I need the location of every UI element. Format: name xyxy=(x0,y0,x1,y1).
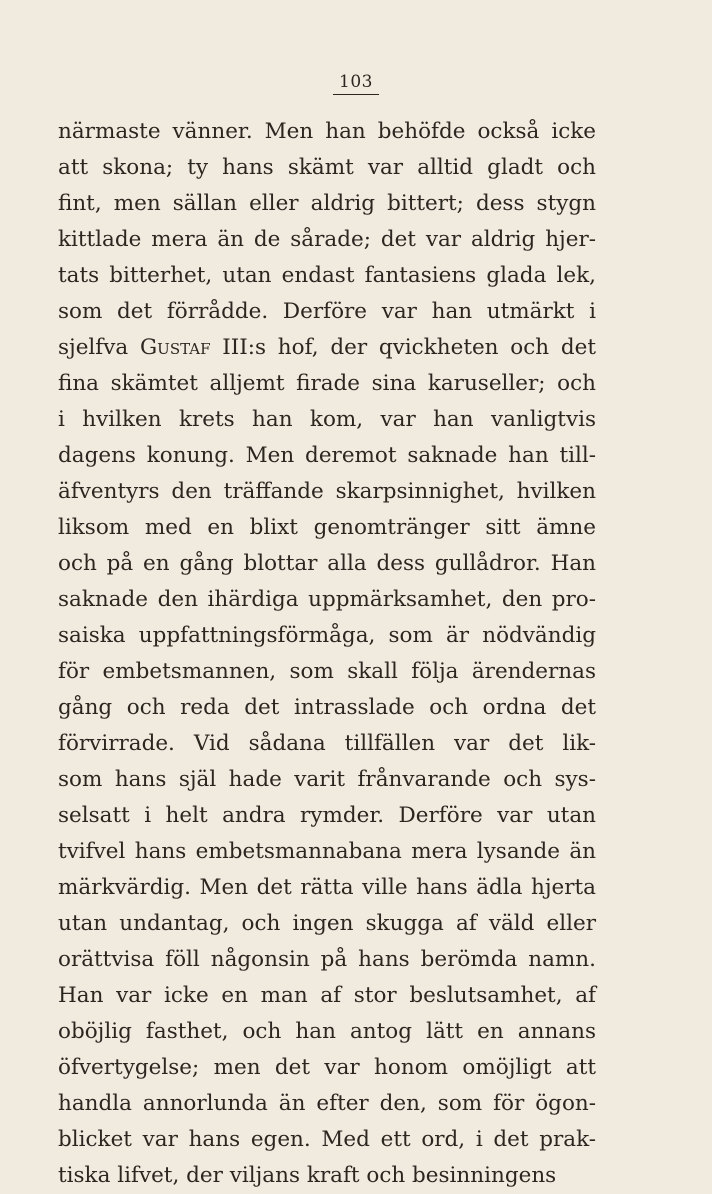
text-line-5: tats bitterhet, utan endast fantasiens glada lek, xyxy=(58,263,596,288)
text-line-29: blicket var hans egen. Med ett ord, i det prak- xyxy=(58,1127,596,1152)
text-line-10: dagens konung. Men deremot saknade han till- xyxy=(58,443,596,468)
body-text xyxy=(58,114,596,1194)
text-line-20: selsatt i helt andra rymder. Derföre var utan xyxy=(58,803,596,828)
text-line-23: utan undantag, och ingen skugga af väld eller xyxy=(58,911,596,936)
text-line-2: att skona; ty hans skämt var alltid gladt och xyxy=(58,155,596,180)
text-line-25: Han var icke en man af stor beslutsamhet, af xyxy=(58,983,596,1008)
text-line-17: gång och reda det intrasslade och ordna det xyxy=(58,695,596,720)
text-line-28: handla annorlunda än efter den, som för ögon- xyxy=(58,1091,596,1116)
text-line-7-start: sjelfva xyxy=(58,335,129,360)
page-number xyxy=(0,72,712,95)
text-line-11: äfventyrs den träffande skarpsinnighet, hvilken xyxy=(58,479,596,504)
king-name: Gustaf xyxy=(140,335,211,360)
text-line-18: förvirrade. Vid sådana tillfällen var det lik- xyxy=(58,731,596,756)
text-line-1: närmaste vänner. Men han behöfde också icke xyxy=(58,119,596,144)
text-line-13: och på en gång blottar alla dess gullådror. Han xyxy=(58,551,596,576)
text-line-6: som det förrådde. Derföre var han utmärkt i xyxy=(58,299,596,324)
text-line-4: kittlade mera än de sårade; det var aldrig hjer- xyxy=(58,227,596,252)
text-line-22: märkvärdig. Men det rätta ville hans ädla hjerta xyxy=(58,875,596,900)
text-line-24: orättvisa föll någonsin på hans berömda namn. xyxy=(58,947,596,972)
text-line-21: tvifvel hans embetsmannabana mera lysande än xyxy=(58,839,596,864)
text-line-3: fint, men sällan eller aldrig bittert; dess stygn xyxy=(58,191,596,216)
text-line-12: liksom med en blixt genomtränger sitt ämne xyxy=(58,515,596,540)
text-line-8: fina skämtet alljemt firade sina karuseller; och xyxy=(58,371,596,396)
text-line-9: i hvilken krets han kom, var han vanligtvis xyxy=(58,407,596,432)
text-line-26: oböjlig fasthet, och han antog lätt en annans xyxy=(58,1019,596,1044)
text-line-16: för embetsmannen, som skall följa ärendernas xyxy=(58,659,596,684)
text-line-30: tiska lifvet, der viljans kraft och besinningens xyxy=(58,1163,557,1188)
text-line-14: saknade den ihärdiga uppmärksamhet, den pro- xyxy=(58,587,596,612)
text-line-7-end: III:s hof, der qvickheten och det xyxy=(222,335,596,360)
text-line-19: som hans själ hade varit frånvarande och sys- xyxy=(58,767,596,792)
text-line-27: öfvertygelse; men det var honom omöjligt att xyxy=(58,1055,596,1080)
page-number-label: 103 xyxy=(333,72,379,95)
text-line-15: saiska uppfattningsförmåga, som är nödvändig xyxy=(58,623,596,648)
text-line-7 xyxy=(58,330,596,366)
